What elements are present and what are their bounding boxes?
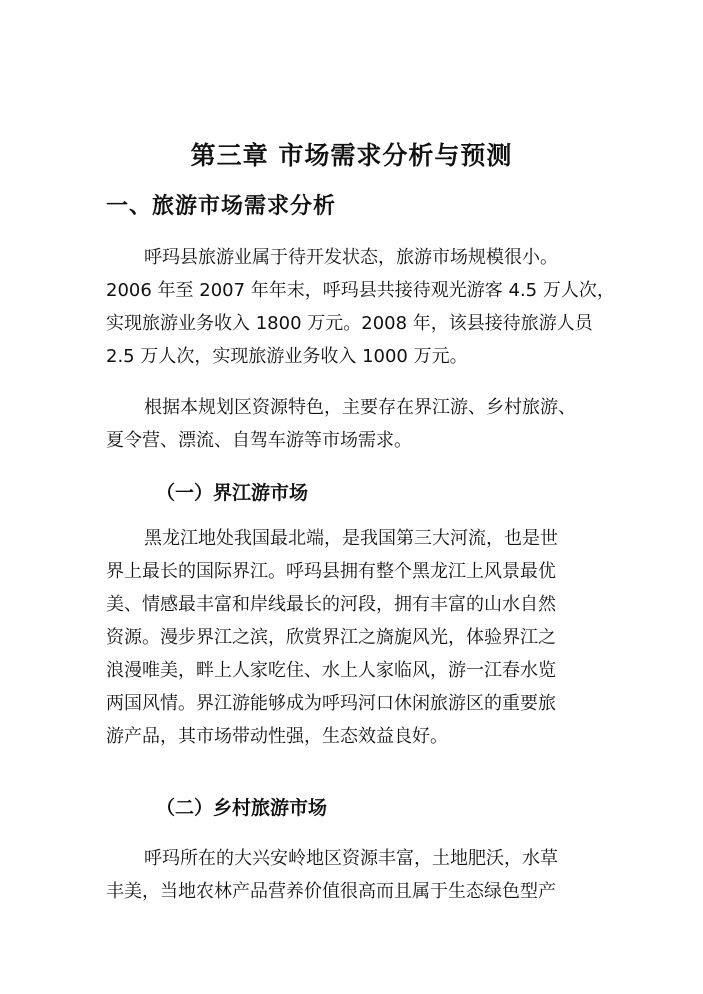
section-heading: 一、旅游市场需求分析 [106,194,337,219]
chapter-title: 第三章 市场需求分析与预测 [190,141,513,170]
paragraph-market-demand [106,391,606,457]
paragraph-line: 游产品，其市场带动性强，生态效益良好。 [106,726,448,747]
subheading-rural-tourism: （二）乡村旅游市场 [156,797,328,819]
paragraph-line: 夏令营、漂流、自驾车游等市场需求。 [106,430,412,451]
paragraph-market-scale [106,241,615,373]
paragraph-line: 资源。漫步界江之滨，欣赏界江之旖旎风光，体验界江之 [106,627,556,648]
paragraph-line: 两国风情。界江游能够成为呼玛河口休闲旅游区的重要旅 [106,693,556,714]
paragraph-line: 美、情感最丰富和岸线最长的河段，拥有丰富的山水自然 [106,594,556,615]
paragraph-border-river [106,522,606,753]
paragraph-line: 呼玛所在的大兴安岭地区资源丰富，土地肥沃，水草 [144,848,558,869]
paragraph-line: 浪漫唯美，畔上人家吃住、水上人家临风，游一江春水览 [106,660,556,681]
paragraph-line: 呼玛县旅游业属于待开发状态，旅游市场规模很小。 [144,247,558,268]
paragraph-line: 黑龙江地处我国最北端，是我国第三大河流，也是世 [144,528,558,549]
subheading-border-river: （一）界江游市场 [156,482,309,504]
paragraph-line: 根据本规划区资源特色，主要存在界江游、乡村旅游、 [144,397,576,418]
paragraph-line: 丰美，当地农林产品营养价值很高而且属于生态绿色型产 [106,881,556,902]
paragraph-line: 界上最长的国际界江。呼玛县拥有整个黑龙江上风景最优 [106,561,556,582]
paragraph-rural-tourism [106,842,606,908]
paragraph-line: 2006 年至 2007 年年末，呼玛县共接待观光游客 4.5 万人次， [106,280,615,301]
paragraph-line: 2.5 万人次，实现旅游业务收入 1000 万元。 [106,346,468,367]
paragraph-line: 实现旅游业务收入 1800 万元。2008 年，该县接待旅游人员 [106,313,593,334]
